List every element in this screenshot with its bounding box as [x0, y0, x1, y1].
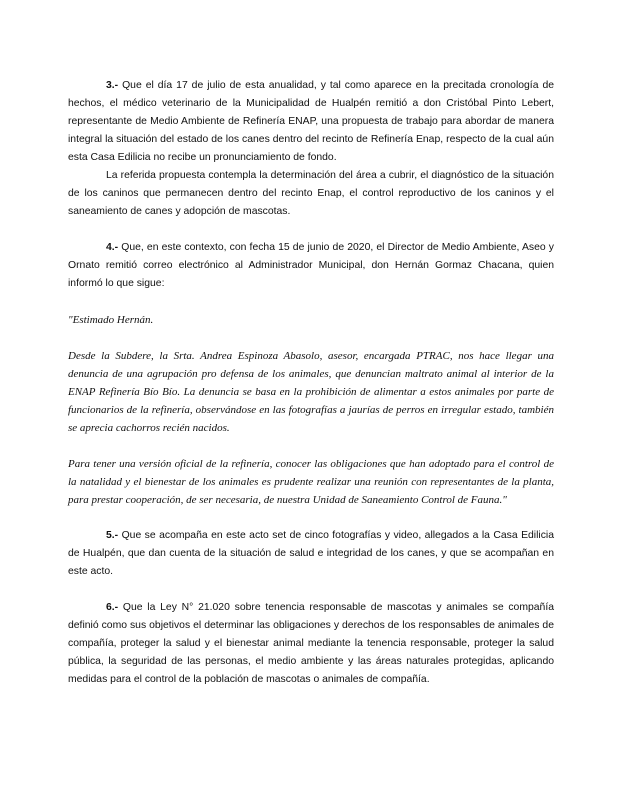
spacer [68, 437, 554, 455]
section-number-5: 5.- [106, 530, 119, 541]
section-5-text: Que se acompaña en este acto set de cinco fotografías y video, allegados a la Casa Edilicia de Hualpén, que dan cuenta de la situación de salud e integridad de los canes, y que se acompañan en este acto. [68, 530, 554, 577]
quote-greeting: "Estimado Hernán. [68, 314, 154, 326]
spacer [68, 329, 554, 347]
spacer [68, 221, 554, 239]
paragraph-section-5 [68, 527, 554, 581]
paragraph-section-3 [68, 77, 554, 167]
paragraph-section-4 [68, 239, 554, 293]
section-number-4: 4.- [106, 242, 119, 253]
quote-paragraph-2: Para tener una versión oficial de la refinería, conocer las obligaciones que han adoptado para el control de la natalidad y el bienestar de los animales es prudente realizar una reunión con representantes de la planta, para prestar cooperación, de ser necesaria, de nuestra Unidad de Saneamiento Control de Fauna." [68, 458, 554, 506]
paragraph-section-6 [68, 599, 554, 689]
section-number-3: 3.- [106, 80, 119, 91]
section-number-6: 6.- [106, 602, 119, 613]
quote-paragraph-1: Desde la Subdere, la Srta. Andrea Espinoza Abasolo, asesor, encargada PTRAC, nos hace llegar una denuncia de una agrupación pro defensa de los animales, que denuncian maltrato animal al interior de la ENAP Refinería Bío Bío. La denuncia se basa en la prohibición de alimentar a estos animales por parte de funcionarios de la refinería, observándose en las fotografías a jaurías de perros en irregular estado, también se aprecia cachorros recién nacidos. [68, 350, 554, 434]
section-6-text: Que la Ley N° 21.020 sobre tenencia responsable de mascotas y animales se compañía definió como sus objetivos el determinar las obligaciones y derechos de los responsables de animales de compañía, proteger la salud y el bienestar animal mediante la tenencia responsable, proteger la salud pública, la seguridad de las personas, el medio ambiente y las áreas naturales protegidas, aplicando medidas para el control de la población de mascotas o animales de compañía. [68, 602, 554, 685]
spacer [68, 581, 554, 599]
section-3-text: Que el día 17 de julio de esta anualidad, y tal como aparece en la precitada cronología de hechos, el médico veterinario de la Municipalidad de Hualpén remitió a don Cristóbal Pinto Lebert, representante de Medio Ambiente de Refinería ENAP, una propuesta de trabajo para abordar de manera integral la situación del estado de los canes dentro del recinto de Refinería Enap, respecto de la cual aún esta Casa Edilicia no recibe un pronunciamiento de fondo. [68, 80, 554, 163]
paragraph-section-3-continued: La referida propuesta contempla la determinación del área a cubrir, el diagnóstico de la situación de los caninos que permanecen dentro del recinto Enap, el control reproductivo de los caninos y el saneamiento de canes y adopción de mascotas. [68, 170, 554, 217]
spacer [68, 509, 554, 527]
section-4-text: Que, en este contexto, con fecha 15 de junio de 2020, el Director de Medio Ambiente, Aseo y Ornato remitió correo electrónico al Administrador Municipal, don Hernán Gormaz Chacana, quien informó lo que sigue: [68, 242, 554, 289]
document-page [68, 77, 554, 689]
spacer [68, 293, 554, 311]
